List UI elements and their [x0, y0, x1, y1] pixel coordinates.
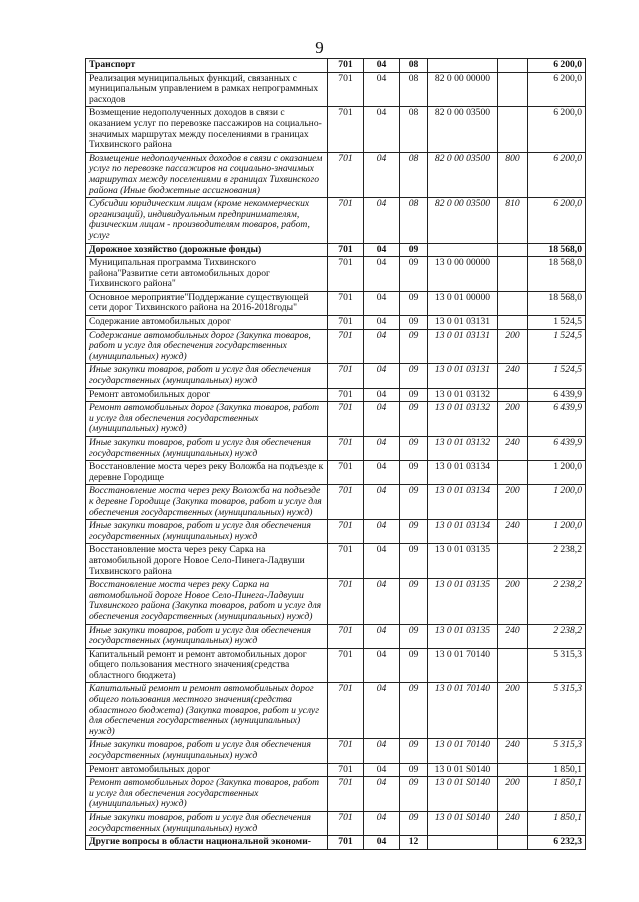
row-target-article-cell	[428, 243, 498, 257]
row-subsection-cell: 09	[400, 316, 428, 330]
row-vedom-cell: 701	[328, 59, 364, 73]
row-target-article-cell: 13 0 01 03135	[428, 579, 498, 624]
row-name-cell: Иные закупки товаров, работ и услуг для обеспечения государственных (муниципальных) нужд	[86, 812, 328, 836]
row-sum-cell: 1 524,5	[528, 329, 586, 364]
table-row	[86, 461, 586, 485]
table-row	[86, 243, 586, 257]
table-row	[86, 437, 586, 461]
table-row	[86, 402, 586, 437]
row-section-cell: 04	[364, 579, 400, 624]
row-expense-type-cell: 240	[498, 364, 528, 388]
row-target-article-cell: 13 0 01 S0140	[428, 812, 498, 836]
row-section-cell: 04	[364, 243, 400, 257]
row-name-cell: Возмещение недополученных доходов в связи с оказанием услуг по перевозке пассажиров на социально-значимых маршрутах между поселениями в границах Тихвинского района	[86, 107, 328, 152]
row-vedom-cell: 701	[328, 72, 364, 107]
row-subsection-cell: 08	[400, 198, 428, 243]
row-subsection-cell: 09	[400, 364, 428, 388]
table-row	[86, 72, 586, 107]
row-subsection-cell: 09	[400, 777, 428, 812]
row-sum-cell: 6 232,3	[528, 836, 586, 850]
row-subsection-cell: 09	[400, 329, 428, 364]
row-target-article-cell: 13 0 01 70140	[428, 683, 498, 739]
row-section-cell: 04	[364, 812, 400, 836]
row-sum-cell: 1 524,5	[528, 316, 586, 330]
row-expense-type-cell	[498, 59, 528, 73]
row-expense-type-cell	[498, 107, 528, 152]
row-subsection-cell: 09	[400, 648, 428, 683]
row-target-article-cell: 13 0 01 03132	[428, 388, 498, 402]
table-row	[86, 329, 586, 364]
row-section-cell: 04	[364, 388, 400, 402]
row-expense-type-cell	[498, 316, 528, 330]
row-name-cell: Иные закупки товаров, работ и услуг для обеспечения государственных (муниципальных) нужд	[86, 364, 328, 388]
row-target-article-cell: 13 0 01 00000	[428, 291, 498, 315]
row-expense-type-cell: 200	[498, 683, 528, 739]
row-expense-type-cell	[498, 72, 528, 107]
row-sum-cell: 6 439,9	[528, 402, 586, 437]
row-name-cell: Муниципальная программа Тихвинского района"Развитие сети автомобильных дорог Тихвинского района"	[86, 257, 328, 292]
row-vedom-cell: 701	[328, 683, 364, 739]
table-row	[86, 316, 586, 330]
row-vedom-cell: 701	[328, 329, 364, 364]
row-expense-type-cell: 240	[498, 437, 528, 461]
row-sum-cell: 18 568,0	[528, 243, 586, 257]
row-name-cell: Другие вопросы в области национальной экономи-	[86, 836, 328, 850]
row-vedom-cell: 701	[328, 198, 364, 243]
table-row	[86, 579, 586, 624]
row-target-article-cell: 13 0 00 00000	[428, 257, 498, 292]
row-target-article-cell: 13 0 01 03134	[428, 461, 498, 485]
row-section-cell: 04	[364, 402, 400, 437]
row-expense-type-cell: 200	[498, 402, 528, 437]
row-section-cell: 04	[364, 520, 400, 544]
row-vedom-cell: 701	[328, 520, 364, 544]
row-expense-type-cell	[498, 388, 528, 402]
row-subsection-cell: 09	[400, 544, 428, 579]
page-number: 9	[315, 38, 324, 57]
row-name-cell: Субсидии юридическим лицам (кроме некоммерческих организаций), индивидуальным предпринимателям, физическим лицам - производителям товаров, работ, услуг	[86, 198, 328, 243]
row-sum-cell: 5 315,3	[528, 648, 586, 683]
row-expense-type-cell	[498, 291, 528, 315]
table-row	[86, 739, 586, 763]
table-row	[86, 59, 586, 73]
row-target-article-cell	[428, 836, 498, 850]
row-name-cell: Содержание автомобильных дорог (Закупка товаров, работ и услуг для обеспечения государственных (муниципальных) нужд)	[86, 329, 328, 364]
row-section-cell: 04	[364, 461, 400, 485]
row-vedom-cell: 701	[328, 316, 364, 330]
row-section-cell: 04	[364, 624, 400, 648]
row-target-article-cell: 13 0 01 03132	[428, 437, 498, 461]
row-sum-cell: 1 200,0	[528, 461, 586, 485]
table-row	[86, 257, 586, 292]
row-expense-type-cell: 200	[498, 579, 528, 624]
row-target-article-cell: 82 0 00 03500	[428, 198, 498, 243]
table-row	[86, 648, 586, 683]
row-subsection-cell: 09	[400, 624, 428, 648]
row-sum-cell: 6 439,9	[528, 388, 586, 402]
table-row	[86, 107, 586, 152]
row-subsection-cell: 09	[400, 257, 428, 292]
row-section-cell: 04	[364, 683, 400, 739]
row-section-cell: 04	[364, 107, 400, 152]
row-name-cell: Иные закупки товаров, работ и услуг для обеспечения государственных (муниципальных) нужд	[86, 520, 328, 544]
row-expense-type-cell: 240	[498, 739, 528, 763]
row-vedom-cell: 701	[328, 107, 364, 152]
row-expense-type-cell	[498, 461, 528, 485]
table-row	[86, 388, 586, 402]
row-vedom-cell: 701	[328, 437, 364, 461]
row-sum-cell: 6 439,9	[528, 437, 586, 461]
row-vedom-cell: 701	[328, 485, 364, 520]
row-subsection-cell: 09	[400, 683, 428, 739]
row-expense-type-cell: 240	[498, 812, 528, 836]
row-target-article-cell: 13 0 01 03132	[428, 402, 498, 437]
row-vedom-cell: 701	[328, 364, 364, 388]
row-target-article-cell: 13 0 01 03131	[428, 364, 498, 388]
table-row	[86, 836, 586, 850]
table-row	[86, 777, 586, 812]
row-section-cell: 04	[364, 544, 400, 579]
row-sum-cell: 2 238,2	[528, 624, 586, 648]
row-name-cell: Иные закупки товаров, работ и услуг для обеспечения государственных (муниципальных) нужд	[86, 624, 328, 648]
row-section-cell: 04	[364, 739, 400, 763]
row-sum-cell: 18 568,0	[528, 291, 586, 315]
row-section-cell: 04	[364, 257, 400, 292]
table-row	[86, 520, 586, 544]
row-subsection-cell: 09	[400, 579, 428, 624]
row-name-cell: Капитальный ремонт и ремонт автомобильных дорог общего пользования местного значения(средства областного бюджета) (Закупка товаров, работ и услуг для обеспечения государственных (муниципальных) нужд)	[86, 683, 328, 739]
row-vedom-cell: 701	[328, 763, 364, 777]
row-sum-cell: 6 200,0	[528, 72, 586, 107]
row-vedom-cell: 701	[328, 739, 364, 763]
table-row	[86, 544, 586, 579]
row-target-article-cell: 13 0 01 03135	[428, 544, 498, 579]
row-target-article-cell	[428, 59, 498, 73]
row-name-cell: Восстановление моста через реку Воложба на подъезде к деревне Городище	[86, 461, 328, 485]
row-name-cell: Восстановление моста через реку Сарка на автомобильной дороге Новое Село-Пинега-Ладвуши Тихвинского района (Закупка товаров, работ и услуг для обеспечения государственных (муниципальных) нужд)	[86, 579, 328, 624]
row-name-cell: Ремонт автомобильных дорог	[86, 763, 328, 777]
row-section-cell: 04	[364, 364, 400, 388]
table-row	[86, 291, 586, 315]
table-row	[86, 485, 586, 520]
row-name-cell: Ремонт автомобильных дорог (Закупка товаров, работ и услуг для обеспечения государственных (муниципальных) нужд)	[86, 402, 328, 437]
row-expense-type-cell	[498, 243, 528, 257]
row-sum-cell: 1 524,5	[528, 364, 586, 388]
row-target-article-cell: 82 0 00 03500	[428, 152, 498, 197]
row-name-cell: Капитальный ремонт и ремонт автомобильных дорог общего пользования местного значения(средства областного бюджета)	[86, 648, 328, 683]
row-expense-type-cell	[498, 763, 528, 777]
row-section-cell: 04	[364, 316, 400, 330]
budget-table-body	[86, 59, 586, 850]
row-name-cell: Транспорт	[86, 59, 328, 73]
row-name-cell: Реализация муниципальных функций, связанных с муниципальным управлением в рамках непрограммных расходов	[86, 72, 328, 107]
row-section-cell: 04	[364, 72, 400, 107]
row-vedom-cell: 701	[328, 402, 364, 437]
row-subsection-cell: 09	[400, 763, 428, 777]
row-expense-type-cell: 200	[498, 329, 528, 364]
row-subsection-cell: 12	[400, 836, 428, 850]
row-target-article-cell: 13 0 01 03131	[428, 316, 498, 330]
row-target-article-cell: 82 0 00 03500	[428, 107, 498, 152]
row-subsection-cell: 09	[400, 291, 428, 315]
row-sum-cell: 1 850,1	[528, 777, 586, 812]
row-sum-cell: 2 238,2	[528, 579, 586, 624]
row-name-cell: Ремонт автомобильных дорог	[86, 388, 328, 402]
row-name-cell: Ремонт автомобильных дорог (Закупка товаров, работ и услуг для обеспечения государственных (муниципальных) нужд)	[86, 777, 328, 812]
row-sum-cell: 5 315,3	[528, 739, 586, 763]
row-vedom-cell: 701	[328, 152, 364, 197]
row-vedom-cell: 701	[328, 648, 364, 683]
row-expense-type-cell: 200	[498, 777, 528, 812]
row-expense-type-cell	[498, 648, 528, 683]
row-vedom-cell: 701	[328, 257, 364, 292]
row-name-cell: Основное мероприятие"Поддержание существующей сети дорог Тихвинского района на 2016-2018годы"	[86, 291, 328, 315]
row-subsection-cell: 08	[400, 107, 428, 152]
table-row	[86, 198, 586, 243]
row-subsection-cell: 09	[400, 739, 428, 763]
row-sum-cell: 1 850,1	[528, 763, 586, 777]
row-vedom-cell: 701	[328, 243, 364, 257]
row-vedom-cell: 701	[328, 544, 364, 579]
row-name-cell: Дорожное хозяйство (дорожные фонды)	[86, 243, 328, 257]
row-target-article-cell: 82 0 00 00000	[428, 72, 498, 107]
row-section-cell: 04	[364, 763, 400, 777]
row-sum-cell: 1 850,1	[528, 812, 586, 836]
row-sum-cell: 18 568,0	[528, 257, 586, 292]
table-row	[86, 683, 586, 739]
row-vedom-cell: 701	[328, 836, 364, 850]
row-section-cell: 04	[364, 59, 400, 73]
row-subsection-cell: 08	[400, 59, 428, 73]
row-section-cell: 04	[364, 152, 400, 197]
row-vedom-cell: 701	[328, 777, 364, 812]
row-name-cell: Возмещение недополученных доходов в связи с оказанием услуг по перевозке пассажиров на социально-значимых маршрутах между поселениями в границах Тихвинского района (Иные бюджетные ассигнования)	[86, 152, 328, 197]
row-sum-cell: 1 200,0	[528, 520, 586, 544]
row-vedom-cell: 701	[328, 291, 364, 315]
row-subsection-cell: 09	[400, 520, 428, 544]
row-subsection-cell: 09	[400, 485, 428, 520]
row-target-article-cell: 13 0 01 70140	[428, 739, 498, 763]
row-target-article-cell: 13 0 01 70140	[428, 648, 498, 683]
row-section-cell: 04	[364, 291, 400, 315]
row-name-cell: Иные закупки товаров, работ и услуг для обеспечения государственных (муниципальных) нужд	[86, 739, 328, 763]
row-expense-type-cell: 800	[498, 152, 528, 197]
row-expense-type-cell	[498, 257, 528, 292]
table-row	[86, 763, 586, 777]
row-subsection-cell: 09	[400, 402, 428, 437]
row-subsection-cell: 08	[400, 72, 428, 107]
row-vedom-cell: 701	[328, 388, 364, 402]
row-sum-cell: 6 200,0	[528, 198, 586, 243]
budget-table	[85, 58, 586, 850]
row-expense-type-cell	[498, 544, 528, 579]
row-vedom-cell: 701	[328, 579, 364, 624]
row-target-article-cell: 13 0 01 S0140	[428, 763, 498, 777]
row-target-article-cell: 13 0 01 03134	[428, 520, 498, 544]
row-sum-cell: 2 238,2	[528, 544, 586, 579]
row-target-article-cell: 13 0 01 03131	[428, 329, 498, 364]
row-subsection-cell: 08	[400, 152, 428, 197]
row-section-cell: 04	[364, 836, 400, 850]
row-name-cell: Иные закупки товаров, работ и услуг для обеспечения государственных (муниципальных) нужд	[86, 437, 328, 461]
row-sum-cell: 5 315,3	[528, 683, 586, 739]
row-expense-type-cell: 240	[498, 520, 528, 544]
row-vedom-cell: 701	[328, 624, 364, 648]
table-row	[86, 152, 586, 197]
row-target-article-cell: 13 0 01 S0140	[428, 777, 498, 812]
row-name-cell: Содержание автомобильных дорог	[86, 316, 328, 330]
row-subsection-cell: 09	[400, 437, 428, 461]
row-expense-type-cell	[498, 836, 528, 850]
row-sum-cell: 6 200,0	[528, 59, 586, 73]
row-section-cell: 04	[364, 485, 400, 520]
row-target-article-cell: 13 0 01 03134	[428, 485, 498, 520]
row-vedom-cell: 701	[328, 812, 364, 836]
table-row	[86, 812, 586, 836]
row-expense-type-cell: 240	[498, 624, 528, 648]
row-subsection-cell: 09	[400, 812, 428, 836]
row-section-cell: 04	[364, 437, 400, 461]
row-name-cell: Восстановление моста через реку Воложба на подъезде к деревне Городище (Закупка товаров, работ и услуг для обеспечения государственных (муниципальных) нужд)	[86, 485, 328, 520]
row-subsection-cell: 09	[400, 388, 428, 402]
row-target-article-cell: 13 0 01 03135	[428, 624, 498, 648]
row-section-cell: 04	[364, 648, 400, 683]
row-expense-type-cell: 810	[498, 198, 528, 243]
table-row	[86, 364, 586, 388]
row-vedom-cell: 701	[328, 461, 364, 485]
row-name-cell: Восстановление моста через реку Сарка на автомобильной дороге Новое Село-Пинега-Ладвуши Тихвинского района	[86, 544, 328, 579]
row-subsection-cell: 09	[400, 461, 428, 485]
row-section-cell: 04	[364, 198, 400, 243]
row-section-cell: 04	[364, 329, 400, 364]
row-expense-type-cell: 200	[498, 485, 528, 520]
row-section-cell: 04	[364, 777, 400, 812]
row-sum-cell: 6 200,0	[528, 152, 586, 197]
table-row	[86, 624, 586, 648]
row-sum-cell: 6 200,0	[528, 107, 586, 152]
row-subsection-cell: 09	[400, 243, 428, 257]
row-sum-cell: 1 200,0	[528, 485, 586, 520]
